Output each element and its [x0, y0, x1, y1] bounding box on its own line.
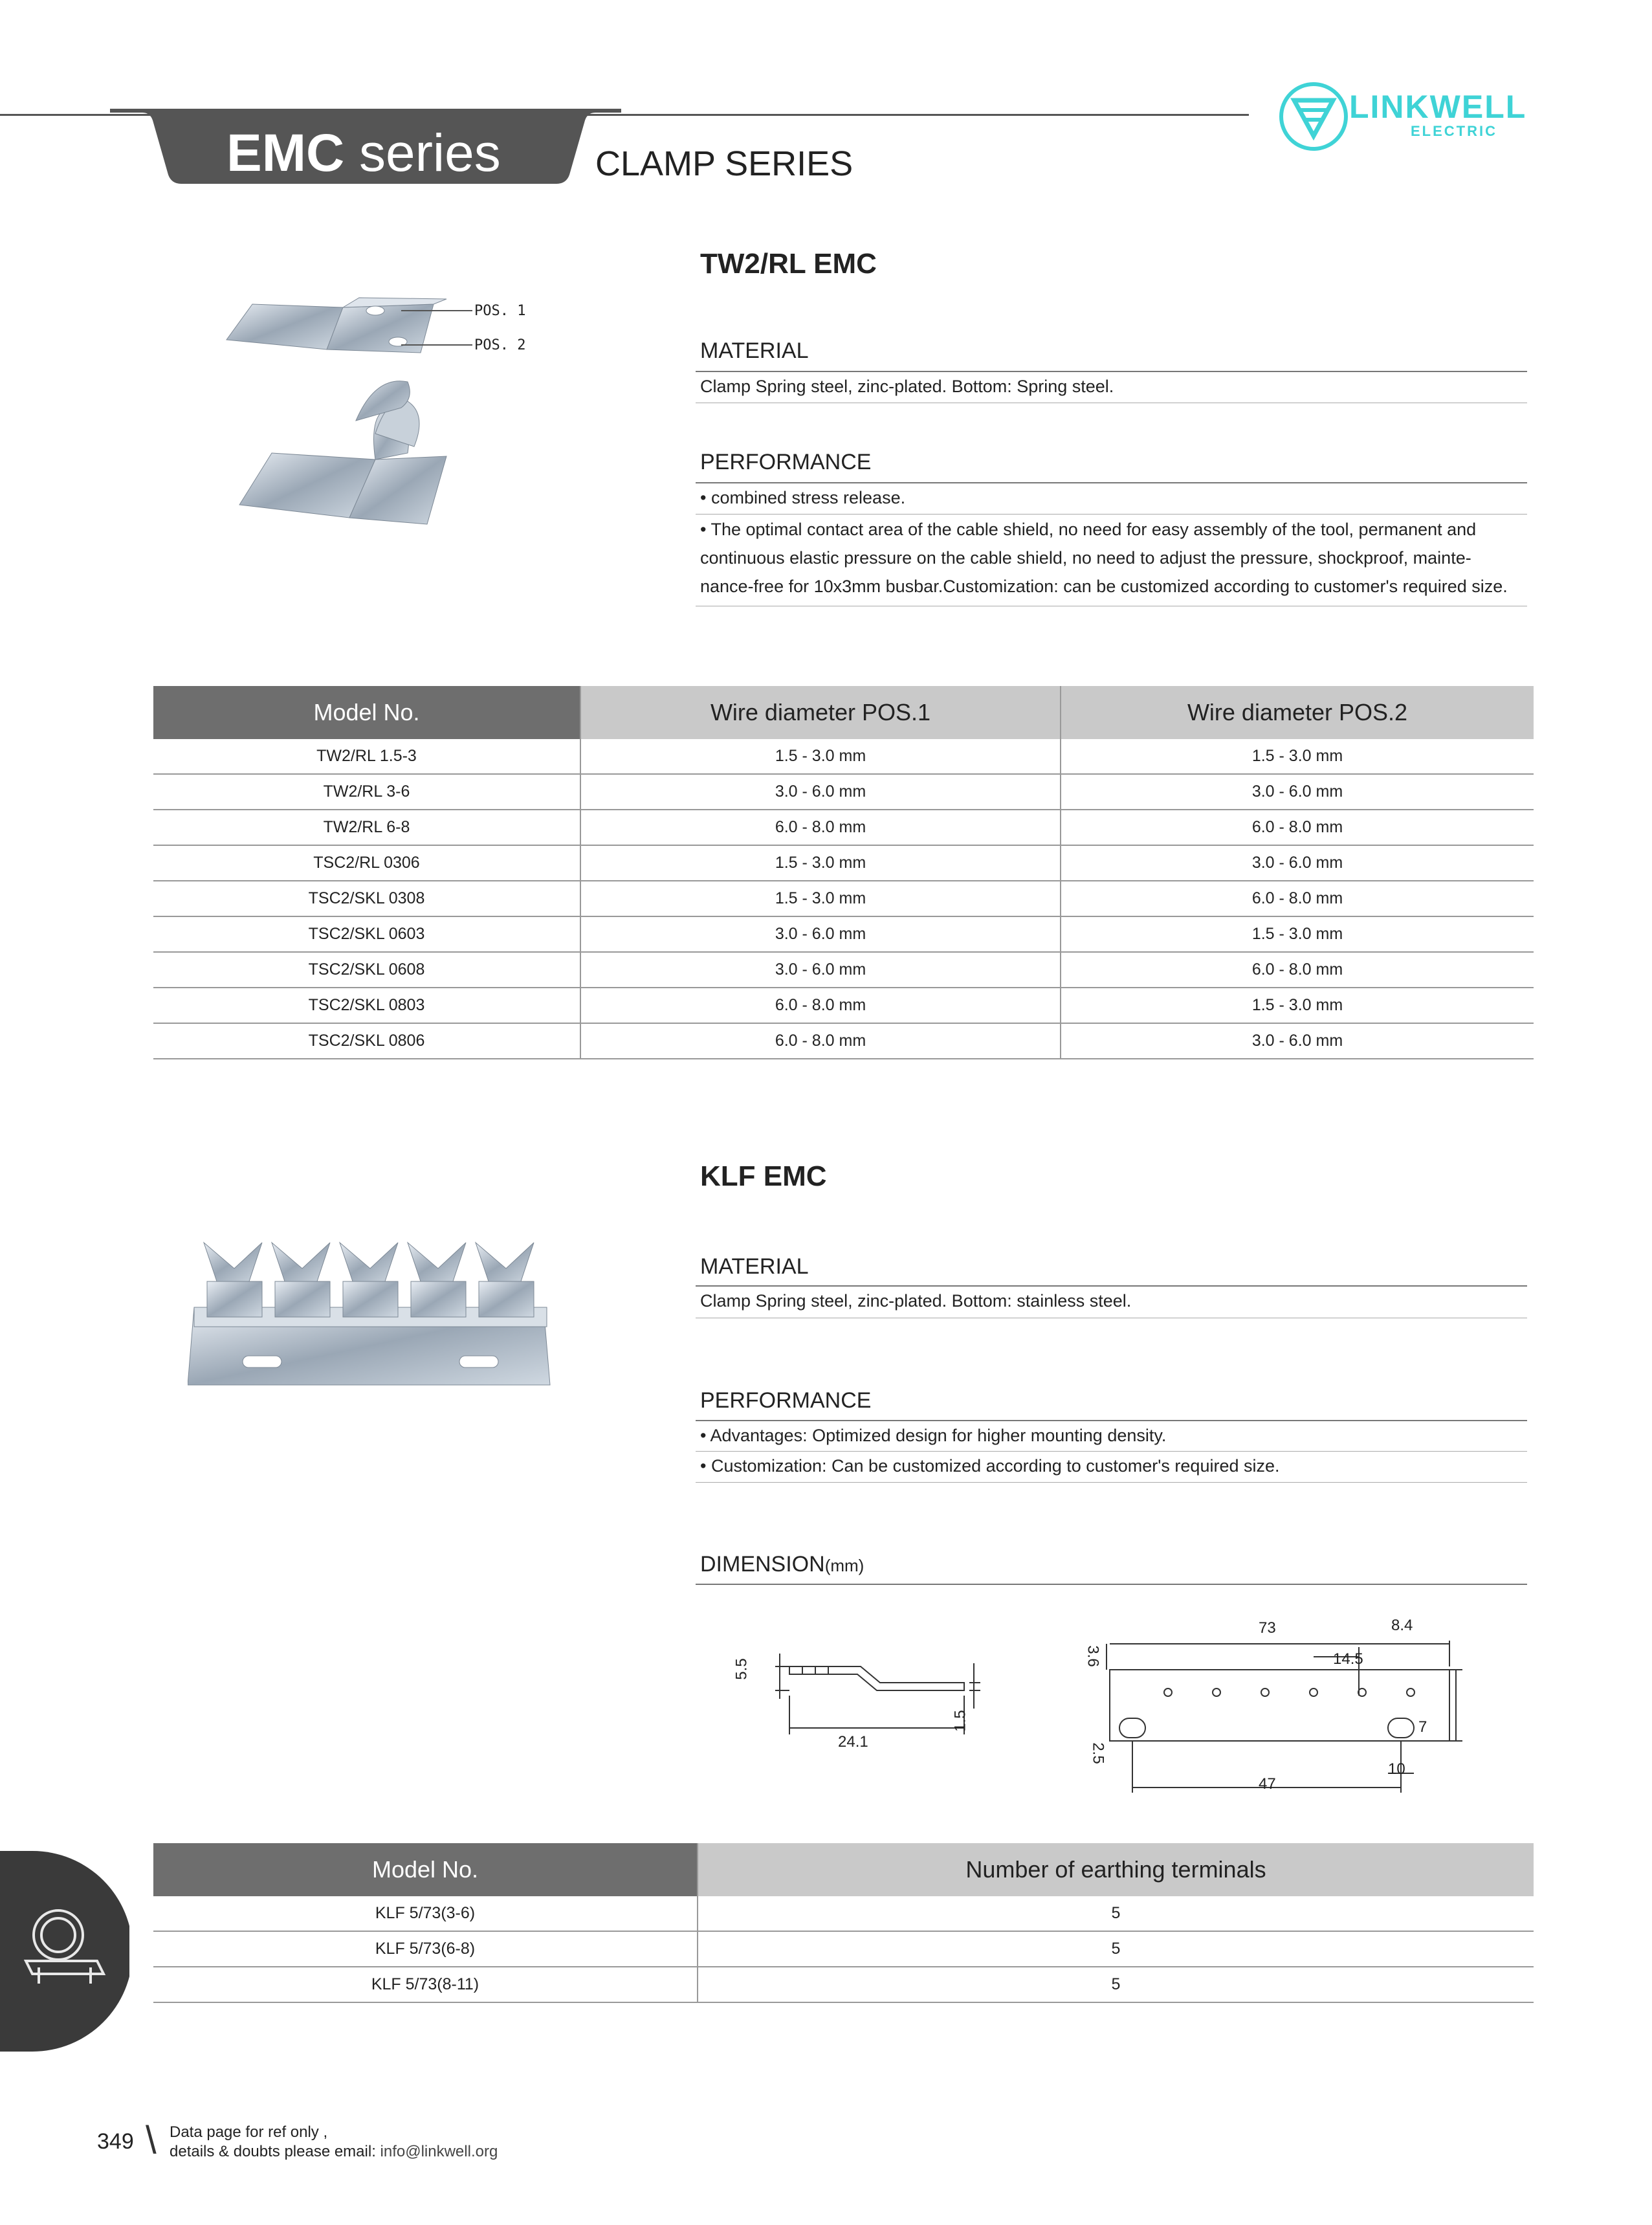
table-row	[153, 845, 1534, 881]
table-cell: 6.0 - 8.0 mm	[1061, 952, 1534, 988]
dim-slot-span: 47	[1259, 1775, 1276, 1793]
table-cell: KLF 5/73(8-11)	[153, 1967, 698, 2002]
table-cell: 1.5 - 3.0 mm	[1061, 739, 1534, 774]
product2-material-text: Clamp Spring steel, zinc-plated. Bottom: stainless steel.	[700, 1291, 1132, 1311]
table-cell: 5	[698, 1931, 1534, 1967]
table-cell: 3.0 - 6.0 mm	[580, 774, 1061, 810]
table-cell: 5	[698, 1896, 1534, 1931]
table-row	[153, 1023, 1534, 1059]
table-cell: 3.0 - 6.0 mm	[1061, 774, 1534, 810]
section-subtitle: CLAMP SERIES	[595, 144, 854, 183]
pos2-label: POS. 2	[474, 337, 526, 353]
table-row	[153, 952, 1534, 988]
dim-bottom-offset: 2.5	[1089, 1742, 1107, 1764]
series-title: EMC series	[226, 124, 501, 183]
table-row	[153, 881, 1534, 916]
dim-slot-height: 7	[1418, 1718, 1427, 1736]
product1-perf-1: • combined stress release.	[700, 488, 906, 507]
table-row	[153, 1967, 1534, 2002]
product2-perf-1: • Advantages: Optimized design for higher mounting density.	[700, 1426, 1167, 1445]
rule	[696, 514, 1527, 515]
table-row	[153, 739, 1534, 774]
dim-top-pitch: 14.5	[1333, 1650, 1363, 1668]
table-cell: 5	[698, 1967, 1534, 2002]
product1-title: TW2/RL EMC	[700, 248, 877, 280]
table-row	[153, 988, 1534, 1023]
table-cell: TSC2/SKL 0608	[153, 952, 580, 988]
product2-perf-2: • Customization: Can be customized according to customer's required size.	[700, 1456, 1280, 1476]
table-cell: 1.5 - 3.0 mm	[1061, 916, 1534, 952]
product2-title: KLF EMC	[700, 1160, 827, 1192]
table-cell: 3.0 - 6.0 mm	[580, 916, 1061, 952]
footer-email[interactable]: info@linkwell.org	[380, 2143, 498, 2160]
rule	[696, 1482, 1527, 1483]
tw2-spec-table	[153, 686, 1534, 1059]
table-header-row	[153, 1843, 1534, 1896]
dim-side-height: 5.5	[732, 1658, 751, 1680]
product1-material-heading: MATERIAL	[700, 338, 809, 363]
table-cell: KLF 5/73(3-6)	[153, 1896, 698, 1931]
column-header: Number of earthing terminals	[698, 1843, 1534, 1896]
dim-top-height: 3.6	[1084, 1645, 1102, 1667]
logo-name: LINKWELL	[1349, 89, 1527, 125]
rule	[696, 1584, 1527, 1585]
table-cell: TW2/RL 6-8	[153, 810, 580, 845]
dimension-unit: (mm)	[824, 1556, 865, 1575]
product1-perf-2a: • The optimal contact area of the cable shield, no need for easy assembly of the tool, permanent and	[700, 520, 1477, 539]
page-number: 349	[97, 2129, 134, 2154]
table-row	[153, 916, 1534, 952]
product2-material-heading: MATERIAL	[700, 1254, 809, 1279]
logo-sub: ELECTRIC	[1411, 123, 1497, 139]
table-row	[153, 1931, 1534, 1967]
top-view-drawing	[1087, 1618, 1475, 1806]
table-cell: TW2/RL 1.5-3	[153, 739, 580, 774]
table-cell: TSC2/SKL 0806	[153, 1023, 580, 1059]
pos-leader-lines	[401, 301, 479, 353]
dim-side-thickness: 1.5	[951, 1710, 969, 1732]
column-header: Model No.	[153, 686, 580, 739]
footer-line1: Data page for ref only ,	[170, 2123, 328, 2141]
product2-dimension-heading: DIMENSION(mm)	[700, 1552, 865, 1577]
footer-note	[170, 2123, 498, 2162]
klf-clamp-image	[188, 1230, 556, 1398]
product1-perf-2c: nance-free for 10x3mm busbar.Customization: can be customized according to customer's required size.	[700, 577, 1508, 596]
table-cell: 6.0 - 8.0 mm	[580, 810, 1061, 845]
dim-slot-width: 10	[1388, 1760, 1405, 1778]
table-cell: TSC2/SKL 0803	[153, 988, 580, 1023]
product1-performance-heading: PERFORMANCE	[700, 450, 872, 474]
table-cell: 6.0 - 8.0 mm	[580, 1023, 1061, 1059]
table-row	[153, 810, 1534, 845]
table-cell: TSC2/RL 0306	[153, 845, 580, 881]
column-header: Model No.	[153, 1843, 698, 1896]
column-header: Wire diameter POS.2	[1061, 686, 1534, 739]
product2-performance-heading: PERFORMANCE	[700, 1388, 872, 1413]
table-cell: 1.5 - 3.0 mm	[580, 845, 1061, 881]
side-tab-clamp-icon	[0, 1851, 129, 2052]
table-cell: 1.5 - 3.0 mm	[580, 881, 1061, 916]
table-cell: TSC2/SKL 0603	[153, 916, 580, 952]
footer-line2: details & doubts please email: info@linkwell.org	[170, 2143, 498, 2160]
table-cell: TW2/RL 3-6	[153, 774, 580, 810]
table-cell: 6.0 - 8.0 mm	[580, 988, 1061, 1023]
pos1-label: POS. 1	[474, 303, 526, 319]
table-cell: 6.0 - 8.0 mm	[1061, 881, 1534, 916]
dim-side-width: 24.1	[838, 1733, 868, 1751]
tw2-clamp-image	[214, 285, 537, 576]
table-cell: 1.5 - 3.0 mm	[1061, 988, 1534, 1023]
table-cell: 3.0 - 6.0 mm	[1061, 1023, 1534, 1059]
table-row	[153, 774, 1534, 810]
table-cell: 1.5 - 3.0 mm	[580, 739, 1061, 774]
linkwell-logo-icon	[1278, 81, 1349, 152]
column-header: Wire diameter POS.1	[580, 686, 1061, 739]
product1-material-text: Clamp Spring steel, zinc-plated. Bottom: Spring steel.	[700, 377, 1114, 396]
product1-perf-2b: continuous elastic pressure on the cable shield, no need to adjust the pressure, shockproof, mainte-	[700, 548, 1471, 568]
klf-spec-table	[153, 1843, 1534, 2003]
table-cell: TSC2/SKL 0308	[153, 881, 580, 916]
table-cell: KLF 5/73(6-8)	[153, 1931, 698, 1967]
table-cell: 3.0 - 6.0 mm	[1061, 845, 1534, 881]
table-row	[153, 1896, 1534, 1931]
table-cell: 6.0 - 8.0 mm	[1061, 810, 1534, 845]
table-header-row	[153, 686, 1534, 739]
table-cell: 3.0 - 6.0 mm	[580, 952, 1061, 988]
dim-top-length: 73	[1259, 1619, 1276, 1637]
footer-divider: \	[146, 2118, 157, 2162]
dim-top-end: 8.4	[1391, 1617, 1413, 1634]
